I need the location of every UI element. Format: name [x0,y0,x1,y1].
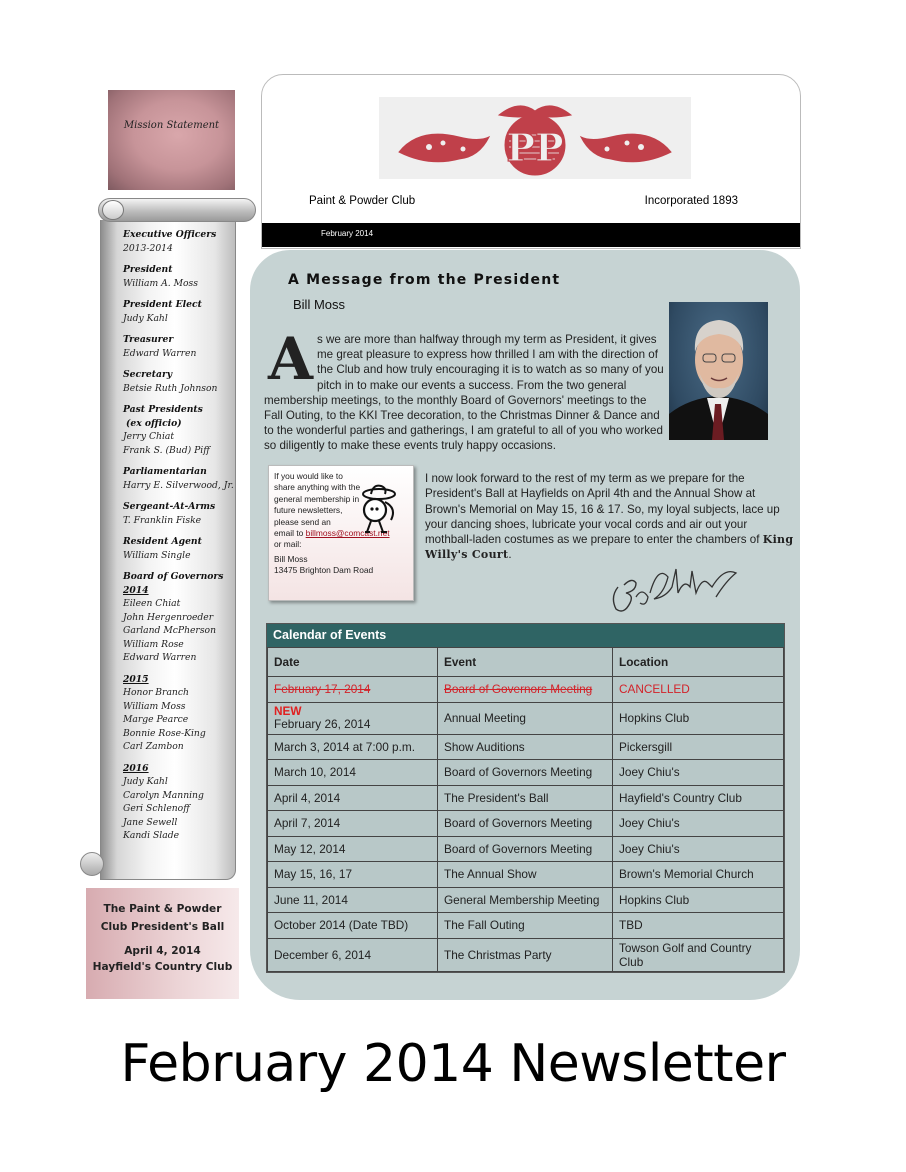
incorporated-year: Incorporated 1893 [644,195,738,207]
officer-name: William A. Moss [123,277,198,289]
officer-role: Parliamentarian [123,466,207,477]
table-row [268,702,784,734]
board-year: 2015 [123,673,149,685]
event-location: Joey Chiu's [613,760,784,786]
board-member-name: Edward Warren [123,652,197,663]
event-date [268,938,438,971]
event-date [268,760,438,786]
new-badge: NEW [274,704,302,718]
cowboy-character-icon [355,484,399,536]
event-date [268,887,438,913]
event-date [268,811,438,837]
table-row [268,760,784,786]
board-year: 2014 [123,584,149,596]
officer-role-sub: (ex officio) [126,417,182,429]
officer-role: Secretary [123,369,173,380]
officer-name: T. Franklin Fiske [123,514,202,526]
board-member-name: Eileen Chiat [123,598,181,609]
table-header-row [268,648,784,677]
right-flourish [581,134,671,162]
officer-name: Edward Warren [123,347,197,359]
event-date-text: October 2014 (Date TBD) [274,918,409,933]
event-date-text: June 11, 2014 [274,892,348,907]
president-signature [606,557,746,617]
email-prefix: email to [274,528,304,539]
board-member-name: John Hergenroeder [123,611,214,623]
event-date-text: February 26, 2014 [274,717,371,731]
club-name: Paint & Powder Club [309,195,416,207]
officer-name: Judy Kahl [123,312,168,324]
issue-date-bar [262,223,800,247]
club-logo [379,97,691,179]
board-member-name: Honor Branch [123,687,189,698]
event-location: Pickersgill [613,734,784,760]
issue-date: February 2014 [321,229,374,238]
event-location: Hopkins Club [613,702,784,734]
officer-name: William Single [123,549,191,561]
message-paragraph-1: s we are more than halfway through my term as President, it gives me great pleasure to express how thrilled I am with the direction of the Club and how truly encouraging it is to watch as so many of you pitch in to make our events a success. From the two general membership meetings, to the monthly Board of Governors' meetings to the Fall Outing, to the KKI Tree decoration, to the Christmas Dinner & Dance and to the wonderful parties and gatherings, I am grateful to all of you who worked so diligently to make these events truly happy occasions. [264,333,664,453]
board-member-name: William Moss [123,700,186,712]
message-title: A Message from the President [288,272,561,288]
email-link[interactable]: billmoss@comcast.net [305,528,390,539]
event-name: Annual Meeting [438,702,613,734]
officer-group [123,500,253,527]
officer-role: President Elect [123,299,202,310]
calendar-title: Calendar of Events [267,624,784,647]
event-location: TBD [613,913,784,939]
event-location: Hayfield's Country Club [613,785,784,811]
table-row [268,913,784,939]
message-body [264,325,799,454]
board-member-name: Judy Kahl [123,776,168,787]
board-heading: Board of Governors [123,571,224,582]
mail-address: 13475 Brighton Dam Road [274,565,374,576]
board-year-group [123,673,253,754]
newsletter-header [261,74,801,249]
officers-heading-group [123,228,253,255]
event-location: Joey Chiu's [613,836,784,862]
event-name: The Christmas Party [438,938,613,971]
officer-group [123,465,253,492]
bow [499,106,571,117]
board-member-name: Kandi Slade [123,830,180,841]
column-header-date: Date [268,648,438,677]
event-location: Joey Chiu's [613,811,784,837]
scroll-curl-icon [102,200,124,220]
share-text: If you would like to share anything with the general membership in future newsletters, please send an [274,471,361,527]
officer-role: Sergeant-At-Arms [123,501,216,512]
officer-group [123,403,253,457]
event-date [268,785,438,811]
event-date-text: April 7, 2014 [274,816,341,831]
table-row [268,811,784,837]
officer-name: Harry E. Silverwood, Jr. [123,479,234,491]
column-header-event: Event [438,648,613,677]
share-news-box [268,465,414,601]
event-name: The Annual Show [438,862,613,888]
board-group [123,570,253,584]
board-year: 2016 [123,762,149,774]
events-table [267,647,784,972]
event-location: Brown's Memorial Church [613,862,784,888]
event-date [268,734,438,760]
board-year-group [123,584,253,665]
board-member-name: Geri Schlenoff [123,803,190,814]
officer-group [123,333,253,360]
officer-group [123,368,253,395]
officers-term: 2013-2014 [123,242,173,254]
event-date-text: February 17, 2014 [274,682,371,697]
event-name: The Fall Outing [438,913,613,939]
event-date-text: March 3, 2014 at 7:00 p.m. [274,739,415,754]
officer-role: Treasurer [123,334,174,345]
table-row [268,734,784,760]
table-row [268,677,784,703]
message-paragraph-2: I now look forward to the rest of my term as we prepare for the President's Ball at Hayfields on April 4th and the Annual Show at Brown's Memorial on May 15, 16 & 17. So, my loyal subjects, lace up your dancing shoes, lubricate your vocal cords and air out your mothball-laden costumes as we prepare to enter the chambers of [425,472,780,547]
table-row [268,836,784,862]
mail-label: or mail: [274,539,302,550]
left-flourish [399,134,489,162]
board-member-name: Garland McPherson [123,625,216,636]
board-member-name: Jane Sewell [123,816,178,828]
drop-cap: A [268,325,314,393]
event-name: The President's Ball [438,785,613,811]
table-row [268,862,784,888]
officer-name: Betsie Ruth Johnson [123,382,218,394]
message-paragraph-2-block [425,471,795,563]
officer-role: Past Presidents [123,404,203,415]
mission-statement-label: Mission Statement [123,120,220,131]
officer-group [123,535,253,562]
event-date [268,677,438,703]
board-year-group [123,762,253,843]
event-date-text: December 6, 2014 [274,947,372,962]
ball-line: The Paint & Powder [103,903,222,915]
message-author: Bill Moss [293,297,346,312]
event-name: Board of Governors Meeting [438,836,613,862]
event-location: CANCELLED [613,677,784,703]
officer-group [123,298,253,325]
table-row [268,785,784,811]
officers-heading: Executive Officers [123,229,217,240]
pp-monogram-logo [379,97,691,179]
event-location: Towson Golf and Country Club [613,938,784,971]
event-date [268,913,438,939]
newsletter-title: February 2014 Newsletter [120,1034,786,1094]
board-member-name: William Rose [123,638,184,650]
ball-line: Club President's Ball [100,921,225,933]
board-member-name: Carl Zambon [123,741,184,752]
event-date [268,702,438,734]
event-name: Board of Governors Meeting [438,677,613,703]
event-name: Board of Governors Meeting [438,811,613,837]
logo-monogram: PP [506,125,564,170]
event-name: General Membership Meeting [438,887,613,913]
column-header-location: Location [613,648,784,677]
board-member-name: Carolyn Manning [123,789,204,801]
event-name: Board of Governors Meeting [438,760,613,786]
event-date-text: May 15, 16, 17 [274,867,353,882]
period: . [508,548,512,562]
table-row [268,938,784,971]
event-date-text: May 12, 2014 [274,841,346,856]
officer-group [123,263,253,290]
officer-role: Resident Agent [123,536,202,547]
mission-statement-box [108,90,235,190]
ball-date: April 4, 2014 [124,945,201,957]
officers-scroll [80,198,258,880]
king-willys-court: King Willy's Court [425,533,794,562]
event-name: Show Auditions [438,734,613,760]
event-date [268,862,438,888]
event-location: Hopkins Club [613,887,784,913]
officers-list [123,228,253,851]
ball-venue: Hayfield's Country Club [92,961,233,973]
scroll-curl-icon [80,852,104,876]
officer-role: President [123,264,173,275]
event-date [268,836,438,862]
event-date-text: March 10, 2014 [274,765,356,780]
officer-name: Frank S. (Bud) Piff [123,444,210,456]
calendar-of-events [266,623,785,973]
presidents-ball-box [86,888,239,999]
board-member-name: Marge Pearce [123,714,189,725]
mail-name: Bill Moss [274,553,308,564]
officer-name: Jerry Chiat [123,431,175,442]
event-date-text: April 4, 2014 [274,790,341,805]
board-member-name: Bonnie Rose-King [123,727,206,739]
table-row [268,887,784,913]
